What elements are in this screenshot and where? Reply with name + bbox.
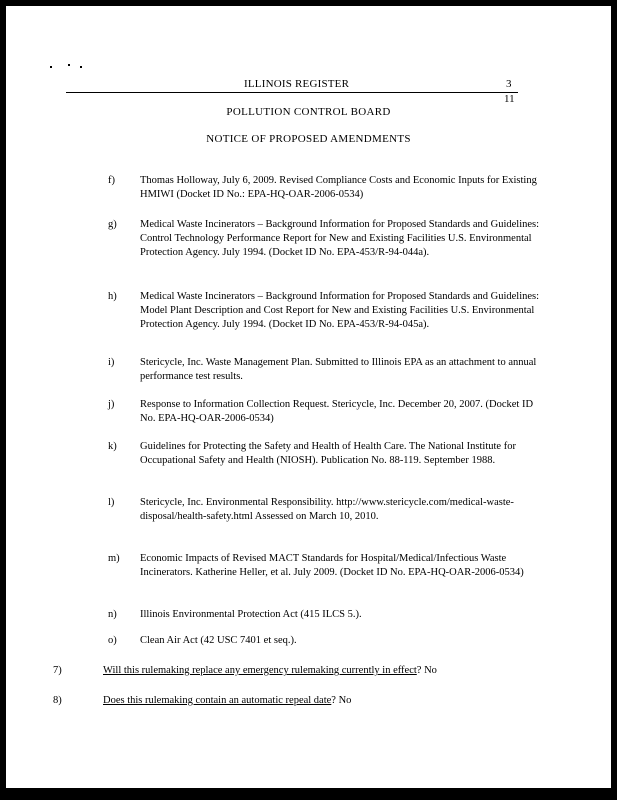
reference-text: Response to Information Collection Request. Stericycle, Inc. December 20, 2007. (Docket ID No. EPA-HQ-OAR-2006-0534) bbox=[140, 399, 534, 424]
reference-label: m) bbox=[108, 553, 120, 564]
reference-label: n) bbox=[108, 609, 117, 620]
reference-text: Stericycle, Inc. Environmental Responsibility. http://www.stericycle.com/medical-waste-disposal/health-safety.html Assessed on March 10, 2010. bbox=[140, 497, 514, 522]
question-number: 7) bbox=[53, 665, 62, 676]
scan-speck bbox=[50, 66, 52, 68]
reference-label: f) bbox=[108, 175, 115, 186]
reference-text: Stericycle, Inc. Waste Management Plan. Submitted to Illinois EPA as an attachment to annual performance test results. bbox=[140, 357, 537, 382]
reference-label: k) bbox=[108, 441, 117, 452]
document-page bbox=[6, 6, 611, 788]
reference-text: Medical Waste Incinerators – Background Information for Proposed Standards and Guidelines: Control Technology Performance Report for New and Existing Facilities U.S. Environmental Protection Agency. July 1994. (Docket ID No. EPA-453/R-94-044a). bbox=[140, 219, 540, 258]
question-answer: ? No bbox=[416, 665, 437, 676]
header-rule bbox=[66, 92, 518, 93]
question-answer: ? No bbox=[331, 695, 352, 706]
reference-label: i) bbox=[108, 357, 115, 368]
reference-text: Economic Impacts of Revised MACT Standards for Hospital/Medical/Infectious Waste Incinerators. Katherine Heller, et al. July 2009. (Docket ID No. EPA-HQ-OAR-2006-0534) bbox=[140, 553, 524, 578]
scan-speck bbox=[80, 66, 82, 68]
question-text: Does this rulemaking contain an automatic repeal date bbox=[103, 695, 332, 706]
reference-text: Illinois Environmental Protection Act (415 ILCS 5.). bbox=[140, 609, 362, 620]
question-text: Will this rulemaking replace any emergency rulemaking currently in effect bbox=[103, 665, 417, 676]
page-number: 3 bbox=[506, 78, 512, 90]
reference-label: l) bbox=[108, 497, 115, 508]
notice-title: NOTICE OF PROPOSED AMENDMENTS bbox=[206, 133, 411, 145]
reference-text: Medical Waste Incinerators – Background Information for Proposed Standards and Guidelines: Model Plant Description and Cost Report for New and Existing Facilities U.S. Environmental Protection Agency. July 1994. (Docket ID No. EPA-453/R-94-045a). bbox=[140, 291, 540, 330]
scan-speck bbox=[68, 64, 70, 66]
register-title: ILLINOIS REGISTER bbox=[244, 78, 350, 90]
agency-name: POLLUTION CONTROL BOARD bbox=[226, 106, 391, 118]
reference-text: Clean Air Act (42 USC 7401 et seq.). bbox=[140, 635, 297, 646]
reference-label: j) bbox=[108, 399, 115, 410]
reference-text: Guidelines for Protecting the Safety and Health of Health Care. The National Institute for Occupational Safety and Health (NIOSH). Publication No. 88-119. September 1988. bbox=[140, 441, 516, 466]
reference-label: o) bbox=[108, 635, 117, 646]
reference-label: h) bbox=[108, 291, 117, 302]
volume-marker: 11 bbox=[504, 93, 515, 105]
reference-label: g) bbox=[108, 219, 117, 230]
question-number: 8) bbox=[53, 695, 62, 706]
reference-text: Thomas Holloway, July 6, 2009. Revised Compliance Costs and Economic Inputs for Existing HMIWI (Docket ID No.: EPA-HQ-OAR-2006-0534) bbox=[140, 175, 537, 200]
